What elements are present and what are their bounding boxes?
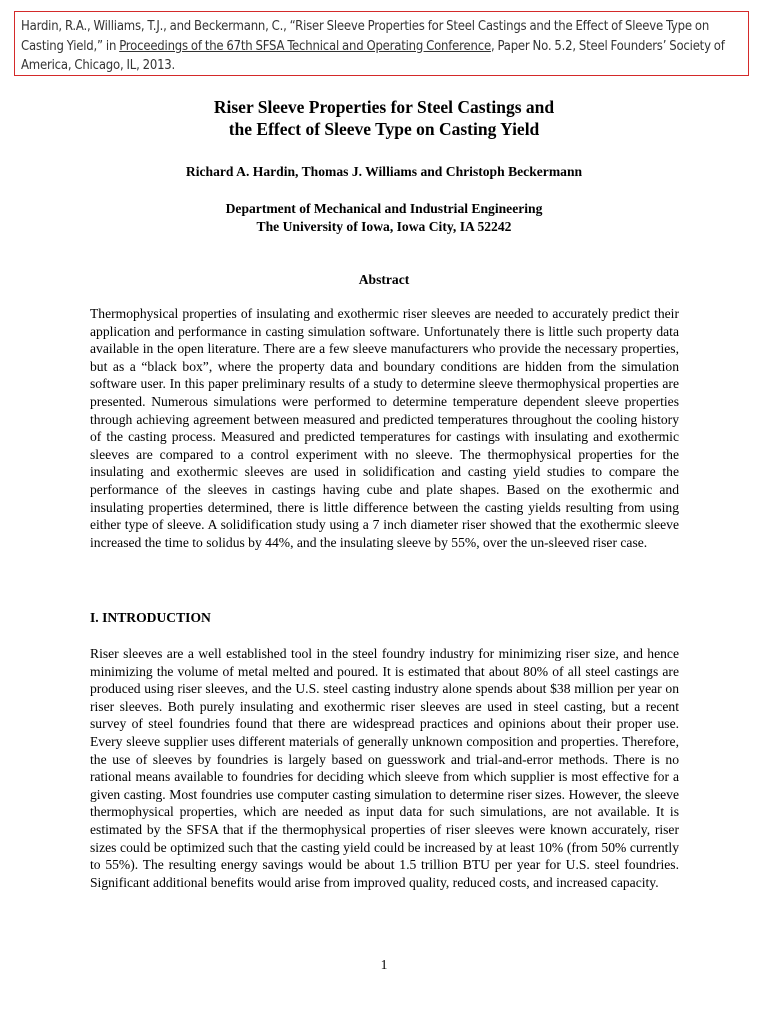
abstract-heading: Abstract — [358, 272, 410, 287]
abstract-text: Thermophysical properties of insulating and exothermic riser sleeves are needed to accurately predict their application and performance in casting simulation software. Unfortunately there is little such property data available in the open literature. There are a few sleeve manufacturers who provide the necessary properties, but as a “black box”, where the property data and boundary conditions are hidden from the simulation software user. In this paper preliminary results of a study to determine sleeve thermophysical properties are presented. Numerous simulations were performed to determine temperature dependent sleeve properties through achieving agreement between measured and predicted temperatures throughout the cooling history of the casting process. Measured and predicted temperatures for castings with insulating and exothermic sleeves are compared to a control experiment with no sleeve. The thermophysical properties for the insulating and exothermic sleeves are used in solidification and casting yield studies to compare the performance of the sleeves in castings having cube and plate shapes. Based on the exothermic and insulating properties determined, there is little difference between the casting yields resulting from using either type of sleeve. A solidification study using a 7 inch diameter riser showed that the exothermic sleeve increased the time to solidus by 44%, and the insulating sleeve by 55%, over the un-sleeved riser case. — [90, 306, 679, 550]
authors: Richard A. Hardin, Thomas J. Williams and Christoph Beckermann — [185, 164, 583, 179]
introduction-heading: I. INTRODUCTION — [90, 610, 211, 625]
citation-text-end: , Paper No. 5.2, Steel Founders’ Society of America, Chicago, IL, 2013. — [21, 38, 725, 73]
citation-text: Hardin, R.A., Williams, T.J., and Beckermann, C., “Riser Sleeve Properties for Steel Castings and the Effect of Sleeve Type on Casting Yield,” in — [21, 19, 710, 54]
title-line-1: Riser Sleeve Properties for Steel Castings and — [213, 97, 555, 117]
citation-box — [14, 11, 749, 76]
affiliation-department: Department of Mechanical and Industrial Engineering — [225, 201, 543, 216]
page-number: 1 — [380, 957, 388, 972]
affiliation-university: The University of Iowa, Iowa City, IA 52242 — [256, 219, 512, 234]
proceedings-title: Proceedings of the 67th SFSA Technical and Operating Conference — [119, 38, 491, 54]
introduction-text: Riser sleeves are a well established tool in the steel foundry industry for minimizing riser size, and hence minimizing the volume of metal melted and poured. It is estimated that about 80% of all steel castings are produced using riser sleeves, and the U.S. steel casting industry alone spends about $38 million per year on riser sleeves. Both purely insulating and exothermic riser sleeves are used in steel casting, but a recent survey of steel foundries found that there are widespread practices and opinions about their proper use. Every sleeve supplier uses different materials of generally unknown composition and properties. Therefore, the use of sleeves by foundries is largely based on guesswork and trial-and-error methods. There is no rational means available to foundries for deciding which sleeve from which supplier is most effective for a given casting. Most foundries use computer casting simulation to determine riser sizes. However, the sleeve thermophysical properties, which are needed as input data for such simulations, are not available. It is estimated by the SFSA that if the thermophysical properties of riser sleeves were known accurately, riser sizes could be optimized such that the casting yield could be increased by at least 10% (from 50% currently to 55%). The resulting energy savings would be about 1.5 trillion BTU per year for U.S. steel foundries. Significant additional benefits would arise from improved quality, reduced costs, and increased capacity. — [90, 646, 679, 890]
affiliation — [0, 200, 768, 236]
paper-title — [0, 96, 768, 140]
title-line-2: the Effect of Sleeve Type on Casting Yield — [228, 119, 540, 139]
